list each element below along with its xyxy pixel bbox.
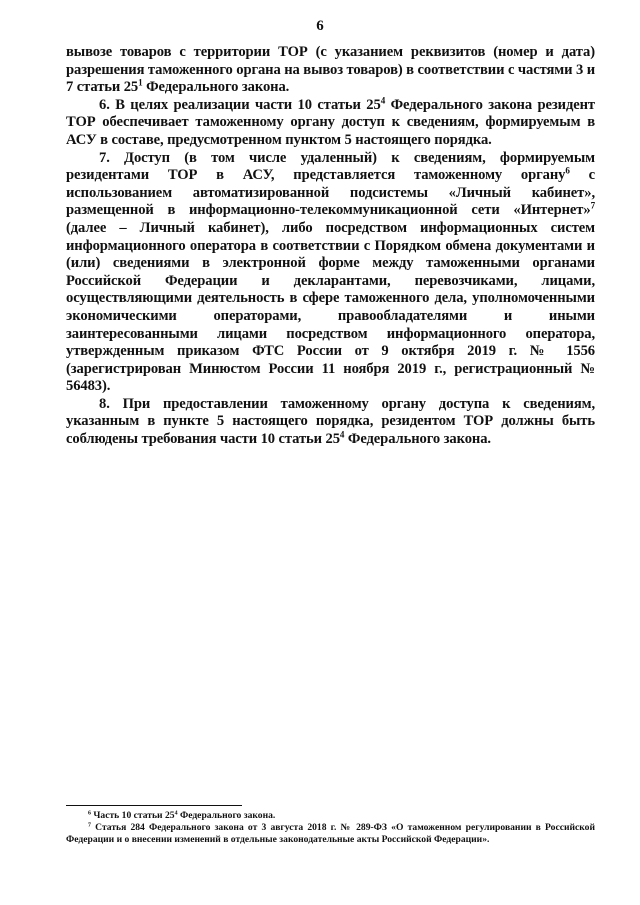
paragraph-superscript: 7 xyxy=(590,200,595,211)
page-number: 6 xyxy=(316,18,324,34)
paragraph-superscript: 1 xyxy=(138,77,143,88)
paragraph-text: 8. При предоставлении таможенному органу доступа к сведениям, указанным в пункте 5 настоящего порядка, резидентом ТОР должны быть соблюдены требования части 10 статьи 25 xyxy=(66,395,595,448)
paragraph xyxy=(66,97,595,150)
footnote-separator xyxy=(66,805,242,806)
paragraph-text: Федерального закона. xyxy=(142,79,290,96)
paragraph-text: 6. В целях реализации части 10 статьи 25 xyxy=(99,96,381,113)
footnote-text: Федерального закона. xyxy=(177,810,276,821)
footnote xyxy=(66,822,595,846)
paragraph-text: Федерального закона резидент ТОР обеспечивает таможенному органу доступ к сведениям, формируемым в АСУ в составе, предусмотренном пунктом 5 настоящего порядка. xyxy=(66,96,596,148)
paragraph xyxy=(66,396,595,449)
footnote-text: Часть 10 статьи 25 xyxy=(90,810,175,821)
paragraph-text: с использованием автоматизированной подсистемы «Личный кабинет», размещенной в информационно-телекоммуникационной сети «Интернет» xyxy=(66,167,595,219)
footnote-superscript: 4 xyxy=(174,810,178,817)
footnote-superscript: 6 xyxy=(88,810,91,817)
paragraph-text: вывозе товаров с территории ТОР (с указанием реквизитов (номер и дата) разрешения таможенного органа на вывоз товаров) в соответствии с частями 3 и 7 статьи 25 xyxy=(66,44,596,96)
paragraph-text: (далее – Личный кабинет), либо посредством информационных систем информационного оператора в соответствии с Порядком обмена документами и (или) сведениями в электронной форме между таможенными органами Российской Федерации и декларантами, перевозчиками, лицами, осуществляющими деятельность в сфере таможенного дела, уполномоченными экономическими операторами, правообладателями и иными заинтересованными лицами посредством информационного оператора, утвержденным приказом ФТС России от 9 октября 2019 г. № 1556 (зарегистрирован Минюстом России 11 ноября 2019 г., регистрационный № 56483). xyxy=(66,219,595,395)
footnote-text: Статья 284 Федерального закона от 3 августа 2018 г. № 289-ФЗ «О таможенном регулировании в Российской Федерации и о внесении изменений в отдельные законодательные акты Российской Федерации». xyxy=(66,822,595,846)
paragraph-superscript: 6 xyxy=(565,165,570,176)
footnote-list xyxy=(66,810,595,847)
paragraph-superscript: 4 xyxy=(339,429,345,440)
footnote-superscript: 7 xyxy=(88,822,91,829)
document-body xyxy=(66,44,595,449)
paragraph xyxy=(66,44,595,97)
paragraph-text: 7. Доступ (в том числе удаленный) к сведениям, формируемым резидентами ТОР в АСУ, представляется таможенному органу xyxy=(66,149,595,184)
footnotes xyxy=(66,805,595,847)
paragraph-text: Федерального закона. xyxy=(344,431,491,448)
paragraph-superscript: 4 xyxy=(380,95,386,106)
footnote xyxy=(66,810,595,822)
paragraph xyxy=(66,150,595,396)
